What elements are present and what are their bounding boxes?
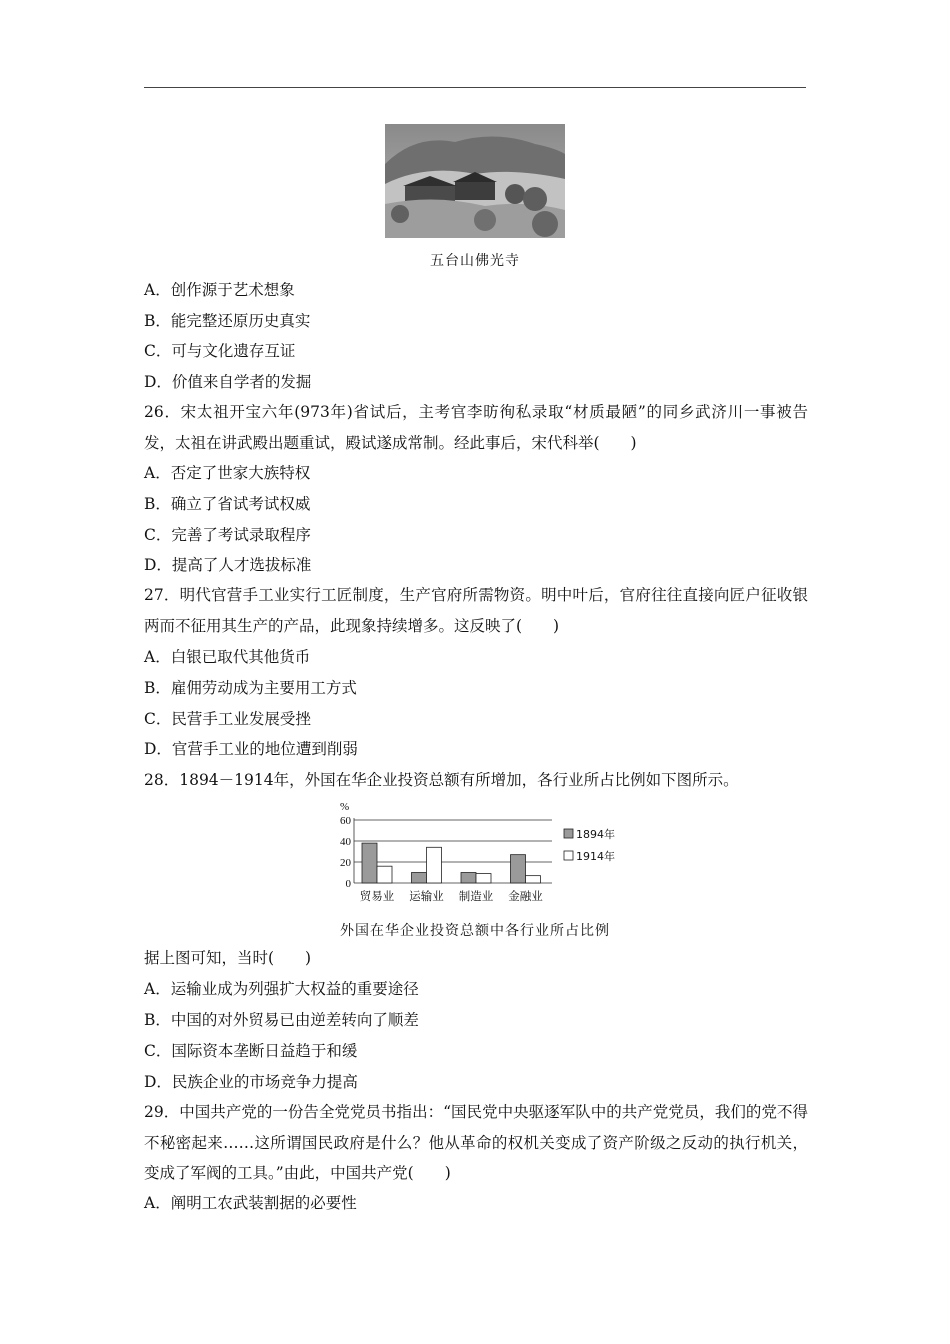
y-tick-label: 20 (340, 857, 351, 869)
y-tick-label: 40 (340, 836, 351, 848)
q28-stem: 28．1894－1914年，外国在华企业投资总额有所增加，各行业所占比例如下图所示。 (144, 771, 739, 789)
bar (511, 855, 526, 883)
q26-stem: 26．宋太祖开宝六年(973年)省试后，主考官李昉徇私录取“材质最陋”的同乡武济川一事被告发，太祖在讲武殿出题重试，殿试遂成常制。经此事后，宋代科举( ) (144, 403, 808, 452)
foguang-temple-photo (385, 124, 565, 238)
legend-swatch (564, 829, 573, 838)
q27-option-b: B．雇佣劳动成为主要用工方式 (144, 679, 357, 697)
q25-option-a: A．创作源于艺术想象 (144, 281, 295, 299)
bar (461, 873, 476, 884)
q28-option-d: D．民族企业的市场竞争力提高 (144, 1073, 358, 1091)
q26-option-b: B．确立了省试考试权威 (144, 495, 311, 513)
q26-option-d: D．提高了人才选拔标准 (144, 556, 312, 574)
legend-label: 1894年 (576, 828, 615, 841)
investment-bar-chart (330, 798, 630, 910)
q25-option-c: C．可与文化遗存互证 (144, 342, 296, 360)
y-axis-unit: % (340, 801, 350, 813)
q27-option-d: D．官营手工业的地位遭到削弱 (144, 740, 358, 758)
bar (526, 876, 541, 883)
bar (412, 873, 427, 884)
q27-stem: 27．明代官营手工业实行工匠制度，生产官府所需物资。明中叶后，官府往往直接向匠户征收银两而不征用其生产的产品，此现象持续增多。这反映了( ) (144, 586, 808, 635)
q25-option-d: D．价值来自学者的发掘 (144, 373, 312, 391)
header-rule (144, 87, 806, 88)
q28-option-a: A．运输业成为列强扩大权益的重要途径 (144, 980, 419, 998)
photo-caption: 五台山佛光寺 (430, 253, 520, 269)
q27-option-a: A．白银已取代其他货币 (144, 648, 311, 666)
x-category-label: 运输业 (409, 889, 444, 903)
q28-option-c: C．国际资本垄断日益趋于和缓 (144, 1042, 358, 1060)
q28-option-b: B．中国的对外贸易已由逆差转向了顺差 (144, 1011, 419, 1029)
bar (377, 866, 392, 883)
chart-title: 外国在华企业投资总额中各行业所占比例 (340, 923, 610, 939)
x-category-label: 制造业 (458, 889, 494, 903)
q25-option-b: B．能完整还原历史真实 (144, 312, 311, 330)
q29-option-a: A．阐明工农武装割据的必要性 (144, 1194, 357, 1212)
legend-swatch (564, 851, 573, 860)
bar (476, 874, 491, 883)
q26-option-c: C．完善了考试录取程序 (144, 526, 311, 544)
q26-option-a: A．否定了世家大族特权 (144, 464, 311, 482)
x-category-label: 金融业 (508, 889, 543, 903)
q28-prompt: 据上图可知，当时( ) (144, 949, 312, 967)
q29-stem: 29．中国共产党的一份告全党党员书指出：“国民党中央驱逐军队中的共产党党员，我们的党不得不秘密起来……这所谓国民政府是什么？他从革命的权机关变成了资产阶级之反动的执行机关，变成了军阀的工具。”由此，中国共产党( ) (144, 1103, 808, 1182)
y-tick-label: 60 (340, 815, 351, 827)
y-tick-label: 0 (345, 878, 351, 890)
q27-option-c: C．民营手工业发展受挫 (144, 710, 311, 728)
bar (427, 847, 442, 883)
x-category-label: 贸易业 (359, 889, 395, 903)
legend-label: 1914年 (576, 850, 615, 863)
bar (362, 843, 377, 883)
